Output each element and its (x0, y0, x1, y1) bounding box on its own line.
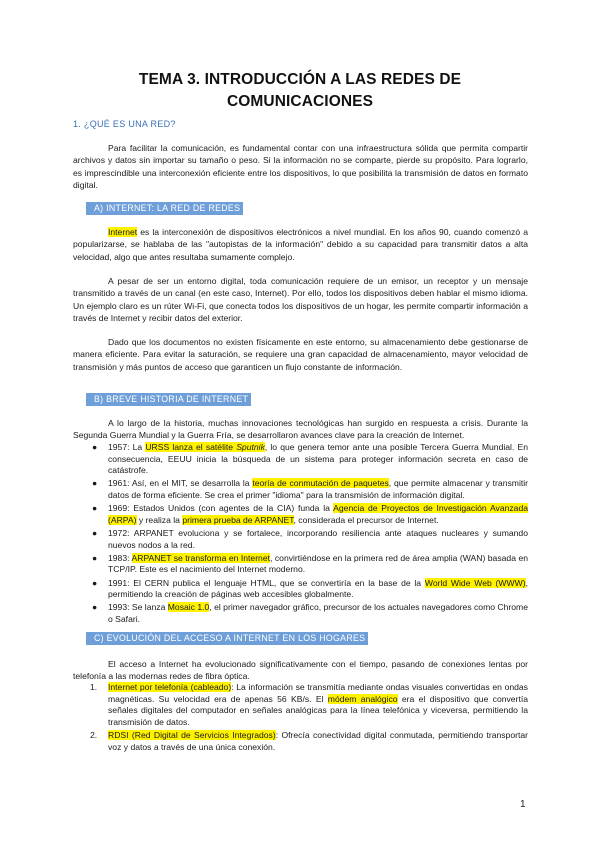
paragraph-a1-text: es la interconexión de dispositivos electrónicos a nivel mundial. En los años 90, cuando comenzó a popularizarse, se hablaba de las "autopistas de la información" debido a su capacidad para transmitir datos a alta velocidad, algo que antes resultaba sumamente complejo. (73, 227, 528, 262)
list-item: ● 1983: ARPANET se transforma en Internet, convirtiéndose en la primera red de área amplia (WAN) basada en TCP/IP. Este es el nacimiento del Internet moderno. (92, 552, 528, 575)
section-header-c: C) EVOLUCIÓN DEL ACCESO A INTERNET EN LOS HOGARES (86, 632, 368, 645)
bullet-icon: ● (92, 503, 98, 514)
list-item: ● 1972: ARPANET evoluciona y se fortalece, incorporando resiliencia ante ataques nucleares y sumando nuevos nodos a la red. (92, 527, 528, 550)
paragraph-b1: A lo largo de la historia, muchas innovaciones tecnológicas han surgido en respuesta a crisis. Durante la Segunda Guerra Mundial y la Guerra Fría, se desarrollaron avances clave para la creación de Internet. (73, 418, 528, 441)
bullet-icon: ● (92, 478, 98, 489)
list-item: 1. Internet por telefonía (cableado): La información se transmitía mediante ondas visuales convertidas en ondas magnéticas. Su velocidad era de apenas 56 KB/s. El módem analógico era el dispositivo que convertía señales digitales del computador en señales analógicas para la línea telefónica y viceversa, permitiendo la transmisión de datos. (90, 682, 528, 727)
list-item: ● 1969: Estados Unidos (con agentes de la CIA) funda la Agencia de Proyectos de Investigación Avanzada (ARPA) y realiza la primera prueba de ARPANET, considerada el precursor de Internet. (92, 503, 529, 525)
list-number: 2. (90, 730, 98, 741)
paragraph-c1: El acceso a Internet ha evolucionado significativamente con el tiempo, pasando de conexiones lentas por telefonía a las modernas redes de fibra óptica. (73, 659, 528, 682)
bullet-icon: ● (92, 577, 98, 588)
highlight-rdsi: RDSI (Red Digital de Servicios Integrados) (108, 730, 276, 741)
list-item: ● 1957: La URSS lanza el satélite Sputnik, lo que genera temor ante una posible Tercera Guerra Mundial. En consecuencia, EEUU inicia la búsqueda de un sistema para proteger información secreta en caso de catástrofe. (92, 442, 528, 476)
paragraph-a3: Dado que los documentos no existen físicamente en este entorno, su almacenamiento debe gestionarse de manera eficiente. Para evitar la saturación, se requiere una gran capacidad de almacenamiento, mayor velocidad de transmisión y más puntos de acceso que garanticen un flujo constante de información. (73, 337, 528, 372)
document-title-line1: TEMA 3. INTRODUCCIÓN A LAS REDES DE (138, 71, 462, 88)
access-numbered-list (92, 682, 528, 756)
section-header-a: A) INTERNET: LA RED DE REDES (86, 202, 243, 215)
bullet-icon: ● (92, 442, 98, 452)
section-header-b: B) BREVE HISTORIA DE INTERNET (86, 393, 251, 406)
list-number: 1. (90, 682, 98, 692)
intro-paragraph: Para facilitar la comunicación, es fundamental contar con una infraestructura sólida que permita compartir archivos y datos sin importar su tamaño o peso. Si la información no se comparte, pierde su propósito. Para lograrlo, es imprescindible una interconexión eficiente entre los dispositivos, lo que posibilita la transmisión de datos en formato digital. (73, 143, 528, 190)
history-bullet-list (92, 442, 528, 627)
highlight-urss: URSS lanza el satélite Sputnik (145, 442, 265, 452)
paragraph-a2: A pesar de ser un entorno digital, toda comunicación requiere de un emisor, un receptor y un mensaje transmitido a través de un canal (en este caso, Internet). Por ello, todos los dispositivos deben hablar el mismo idioma. Un ejemplo claro es un rúter Wi-Fi, que conecta todos los dispositivos de un hogar, les permite compartir información a través de Internet y recibir datos del exterior. (73, 276, 528, 323)
page-number: 1 (520, 799, 526, 810)
highlight-arpanet-internet: ARPANET se transforma en Internet (131, 552, 271, 563)
bullet-icon: ● (92, 602, 98, 613)
list-item: ● 1993: Se lanza Mosaic 1.0, el primer navegador gráfico, precursor de los actuales navegadores como Chrome o Safari. (92, 602, 528, 624)
highlight-internet: Internet (108, 227, 138, 237)
paragraph-a1 (73, 226, 528, 263)
list-item: ● 1991: El CERN publica el lenguaje HTML, que se convertiría en la base de la World Wide Web (WWW), permitiendo la creación de páginas web accesibles globalmente. (92, 577, 528, 600)
list-item: 2. RDSI (Red Digital de Servicios Integrados): Ofrecía conectividad digital conmutada, permitiendo transportar voz y datos a través de una única conexión. (90, 730, 529, 752)
document-title-line2: COMUNICACIONES (226, 93, 374, 110)
highlight-arpa: Agencia de Proyectos de Investigación Avanzada (ARPA) (108, 503, 529, 525)
highlight-telephony: Internet por telefonía (cableado) (108, 682, 232, 692)
highlight-packet-switching: teoría de conmutación de paquetes (252, 478, 389, 489)
list-item: ● 1961: Así, en el MIT, se desarrolla la teoría de conmutación de paquetes, que permite almacenar y transmitir datos de forma eficiente. Se crea el primer "idioma" para la transmisión de información digital. (92, 478, 529, 500)
bullet-icon: ● (92, 552, 98, 563)
highlight-mosaic: Mosaic 1.0 (167, 602, 210, 613)
highlight-arpanet-test: primera prueba de ARPANET (182, 514, 294, 525)
highlight-modem: módem analógico (327, 693, 398, 704)
bullet-icon: ● (92, 527, 98, 538)
highlight-www: World Wide Web (WWW) (424, 577, 526, 588)
section-heading-1: 1. ¿QUÉ ES UNA RED? (73, 119, 176, 129)
